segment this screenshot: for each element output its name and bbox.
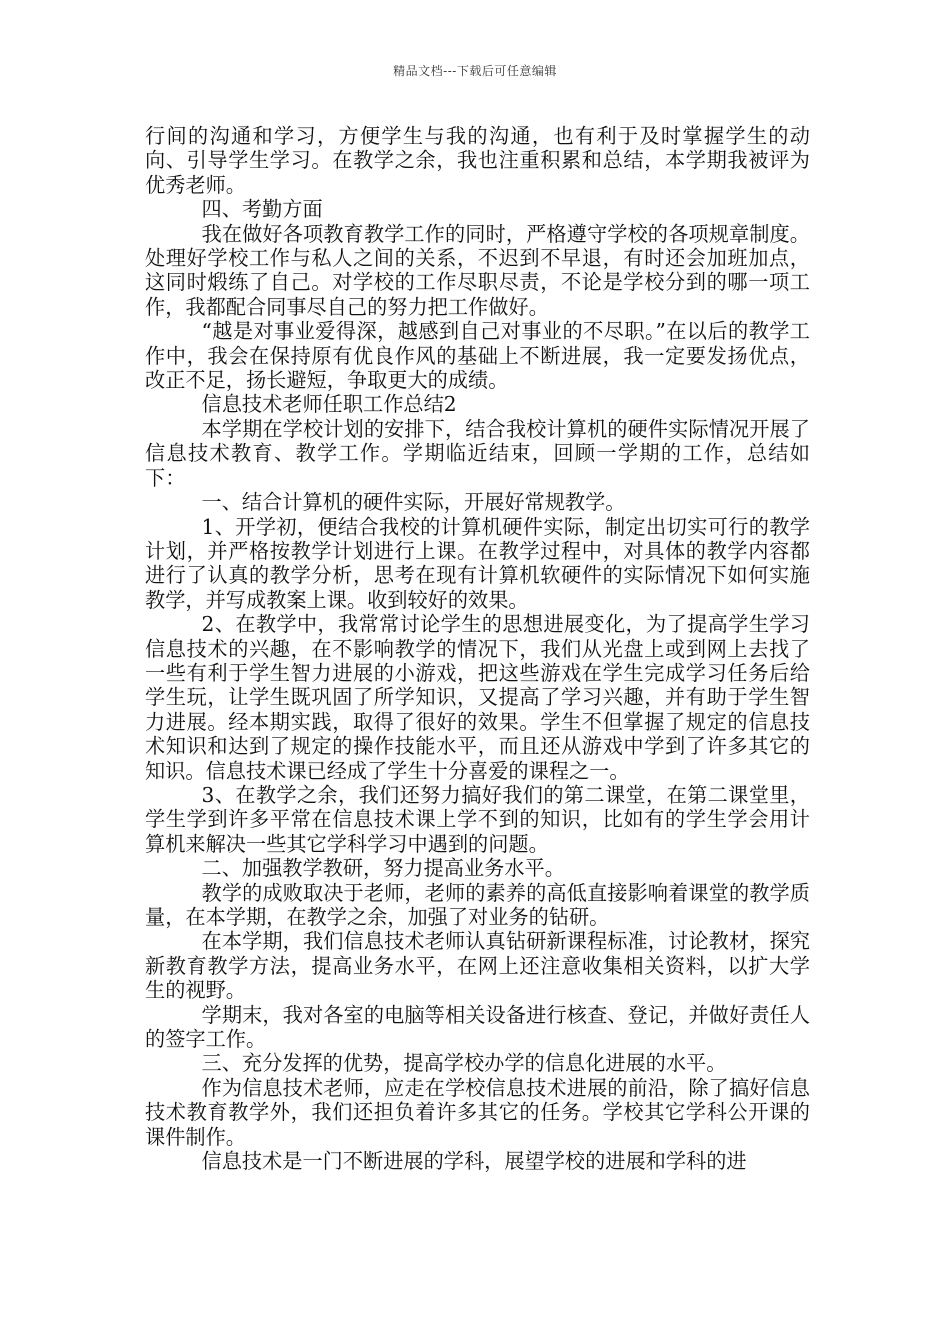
paragraph-6: 本学期在学校计划的安排下，结合我校计算机的硬件实际情况开展了信息技术教育、教学工作。学期临近结束，回顾一学期的工作，总结如下： [145,416,810,490]
heading-2: 二、加强教学教研，努力提高业务水平。 [201,856,565,881]
paragraph-1: 行间的沟通和学习，方便学生与我的沟通，也有利于及时掌握学生的动向、引导学生学习。在教学之余，我也注重积累和总结，本学期我被评为优秀老师。 [145,124,810,197]
paragraph-2: 四、考勤方面 [201,197,323,222]
paragraph-9: 2、在教学中，我常常讨论学生的思想进展变化，为了提高学生学习信息技术的兴趣，在不影响教学的情况下，我们从光盘上或到网上去找了一些有利于学生智力进展的小游戏，把这些游戏在学生完成学习任务后给学生玩，让学生既巩固了所学知识，又提高了学习兴趣，并有助于学生智力进展。经本期实践，取得了很好的效果。学生不但掌握了规定的信息技术知识和达到了规定的操作技能水平，而且还从游戏中学到了许多其它的知识。信息技术课已经成了学生十分喜爱的课程之一。 [145,612,810,783]
paragraph-17: 信息技术是一门不断进展的学科，展望学校的进展和学科的进 [201,1149,747,1174]
paragraph-14: 学期末，我对各室的电脑等相关设备进行核查、登记，并做好责任人的签字工作。 [145,1002,810,1052]
document-body [145,124,810,1173]
paragraph-8: 1、开学初，便结合我校的计算机硬件实际，制定出切实可行的教学计划，并严格按教学计划进行上课。在教学过程中，对具体的教学内容都进行了认真的教学分析，思考在现有计算机软硬件的实际情况下如何实施教学，并写成教案上课。收到较好的效果。 [145,514,810,612]
paragraph-3: 我在做好各项教育教学工作的同时，严格遵守学校的各项规章制度。处理好学校工作与私人之间的关系，不迟到不早退，有时还会加班加点，这同时煅练了自己。对学校的工作尽职尽责，不论是学校分到的哪一项工作，我都配合同事尽自己的努力把工作做好。 [145,221,810,319]
heading-3: 三、充分发挥的优势，提高学校办学的信息化进展的水平。 [201,1051,727,1076]
section-title: 信息技术老师任职工作总结2 [201,392,457,417]
paragraph-16: 作为信息技术老师，应走在学校信息技术进展的前沿，除了搞好信息技术教育教学外，我们还担负着许多其它的任务。学校其它学科公开课的课件制作。 [145,1075,810,1149]
heading-1: 一、结合计算机的硬件实际，开展好常规教学。 [201,490,626,515]
page-header: 精品文档---下载后可任意编辑 [393,64,557,78]
paragraph-13: 在本学期，我们信息技术老师认真钻研新课程标准，讨论教材，探究新教育教学方法，提高业务水平，在网上还注意收集相关资料，以扩大学生的视野。 [145,929,810,1003]
paragraph-10: 3、在教学之余，我们还努力搞好我们的第二课堂，在第二课堂里，学生学到许多平常在信息技术课上学不到的知识，比如有的学生学会用计算机来解决一些其它学科学习中遇到的问题。 [145,782,810,856]
paragraph-12: 教学的成败取决于老师，老师的素养的高低直接影响着课堂的教学质量，在本学期，在教学之余，加强了对业务的钻研。 [145,880,810,929]
paragraph-4: “越是对事业爱得深，越感到自己对事业的不尽职。”在以后的教学工作中，我会在保持原有优良作风的基础上不断进展，我一定要发扬优点，改正不足，扬长避短，争取更大的成绩。 [145,319,810,393]
